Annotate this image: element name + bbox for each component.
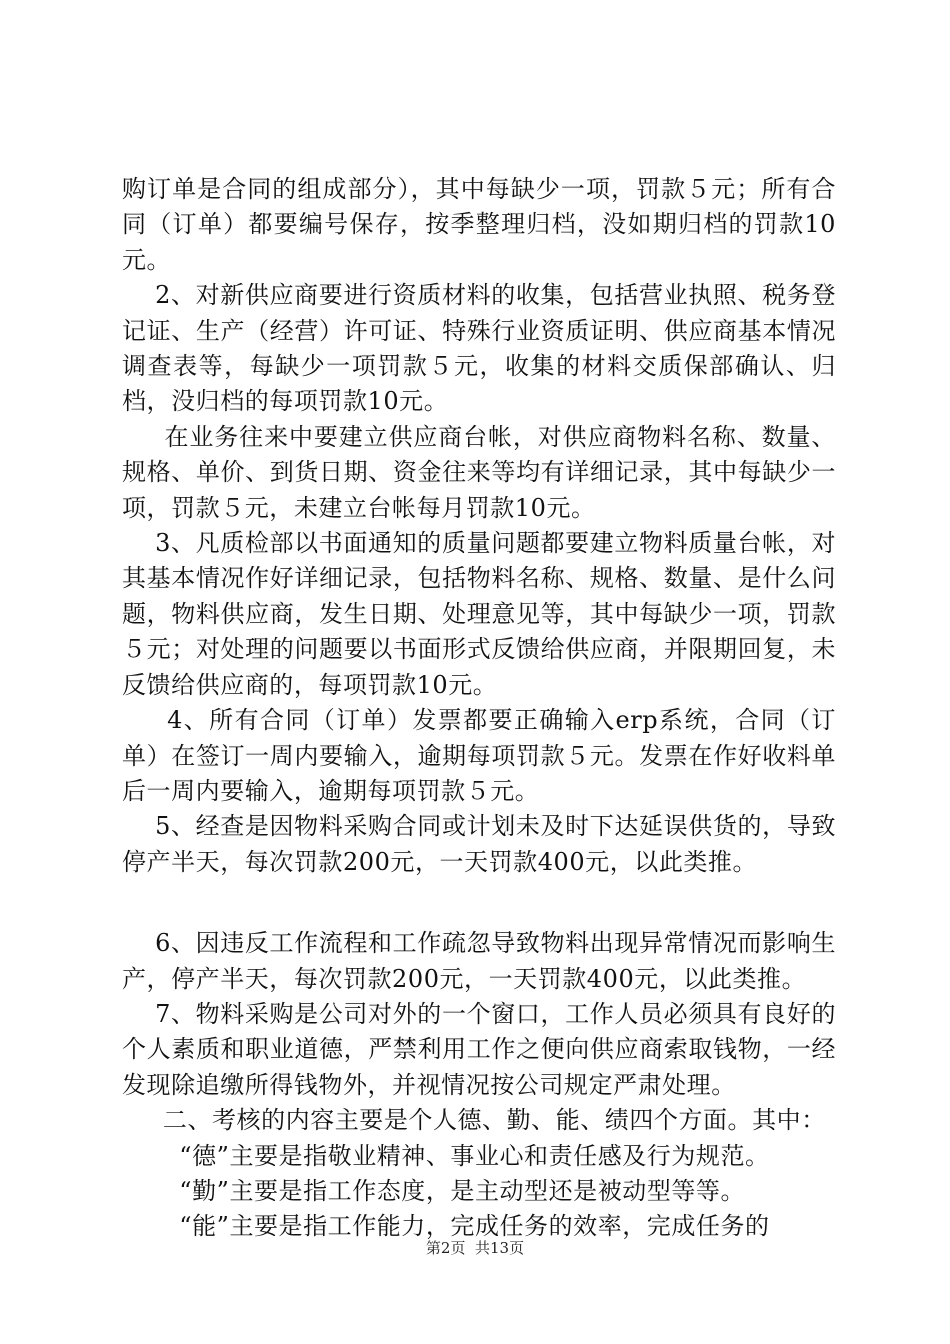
paragraph-10: “德”主要是指敬业精神、事业心和责任感及行为规范。 xyxy=(122,1141,770,1170)
paragraph-2: 2、对新供应商要进行资质材料的收集，包括营业执照、税务登记证、生产（经营）许可证、特殊行业资质证明、供应商基本情况调查表等，每缺少一项罚款５元，收集的材料交质保部确认、归档，没归档的每项罚款10元。 xyxy=(122,281,837,416)
paragraph-9: 二、考核的内容主要是个人德、勤、能、绩四个方面。其中： xyxy=(122,1106,826,1135)
paragraph-3: 在业务往来中要建立供应商台帐，对供应商物料名称、数量、规格、单价、到货日期、资金往来等均有详细记录，其中每缺少一项，罚款５元，未建立台帐每月罚款10元。 xyxy=(122,422,836,522)
document-body xyxy=(122,172,836,1245)
paragraph-1: 购订单是合同的组成部分），其中每缺少一项，罚款５元；所有合同（订单）都要编号保存，按季整理归档，没如期归档的罚款10元。 xyxy=(122,175,836,274)
page-number-footer: 第2页 共13页 xyxy=(425,1239,525,1257)
paragraph-12: “能”主要是指工作能力，完成任务的效率，完成任务的 xyxy=(122,1212,770,1241)
paragraph-5: 4、所有合同（订单）发票都要正确输入erp系统，合同（订单）在签订一周内要输入，逾期每项罚款５元。发票在作好收料单后一周内要输入，逾期每项罚款５元。 xyxy=(122,706,836,805)
paragraph-4: 3、凡质检部以书面通知的质量问题都要建立物料质量台帐，对其基本情况作好详细记录，包括物料名称、规格、数量、是什么问题，物料供应商，发生日期、处理意见等，其中每缺少一项，罚款５元；对处理的问题要以书面形式反馈给供应商，并限期回复，未反馈给供应商的，每项罚款10元。 xyxy=(122,529,837,699)
paragraph-7: 6、因违反工作流程和工作疏忽导致物料出现异常情况而影响生产，停产半天，每次罚款200元，一天罚款400元，以此类推。 xyxy=(122,929,837,993)
paragraph-8: 7、物料采购是公司对外的一个窗口，工作人员必须具有良好的个人素质和职业道德，严禁利用工作之便向供应商索取钱物，一经发现除追缴所得钱物外，并视情况按公司规定严肃处理。 xyxy=(122,999,837,1099)
paragraph-6: 5、经查是因物料采购合同或计划未及时下达延误供货的，导致停产半天，每次罚款200元，一天罚款400元，以此类推。 xyxy=(122,812,837,876)
paragraph-11: “勤”主要是指工作态度，是主动型还是被动型等等。 xyxy=(122,1176,746,1205)
